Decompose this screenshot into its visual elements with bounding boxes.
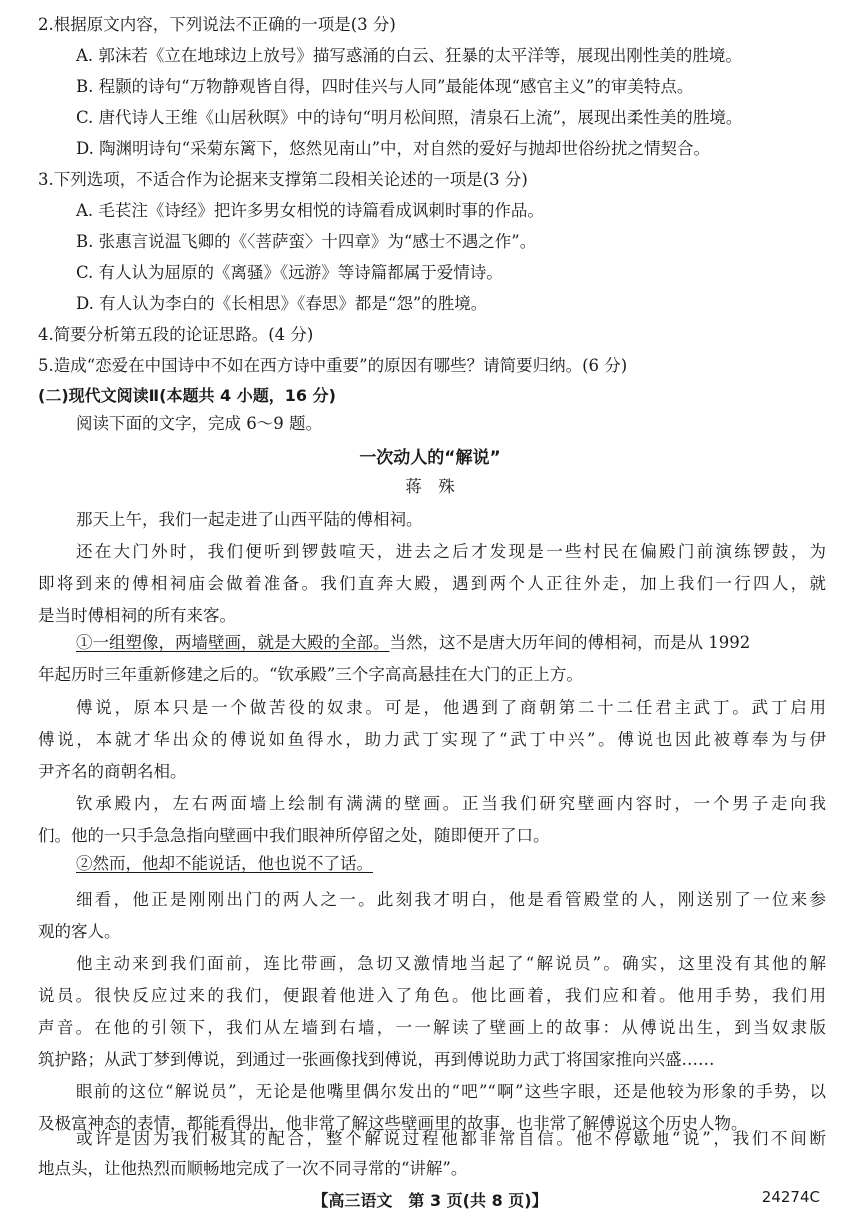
article-line: 还在大门外时，我们便听到锣鼓喧天，进去之后才发现是一些村民在偏殿门前演练锣鼓，为 [76,542,826,561]
underlined-sentence-1: ①一组塑像，两墙壁画，就是大殿的全部。 [76,633,390,652]
underlined-sentence-2: ②然而，他却不能说话，他也说不了话。 [76,854,373,873]
article-title: 一次动人的“解说” [359,448,501,468]
question-3-stem: 3.下列选项，不适合作为论据来支撑第二段相关论述的一项是(3 分) [38,170,528,189]
question-2-option-c: C. 唐代诗人王维《山居秋暝》中的诗句“明月松间照，清泉石上流”，展现出柔性美的胜境。 [76,108,743,127]
article-author: 蒋 殊 [405,477,455,496]
article-line: 说员。很快反应过来的我们，便跟着他进入了角色。他比画着，我们应和着。他用手势，我们用 [38,986,826,1005]
question-5: 5.造成“恋爱在中国诗中不如在西方诗中重要”的原因有哪些？请简要归纳。(6 分) [38,356,628,375]
question-2-option-b: B. 程颢的诗句“万物静观皆自得，四时佳兴与人同”最能体现“感官主义”的审美特点。 [76,77,694,96]
article-line-fragment: 当然，这不是唐大历年间的傅相祠，而是从 1992 [389,633,751,652]
article-line: 即将到来的傅相祠庙会做着准备。我们直奔大殿，遇到两个人正往外走，加上我们一行四人，就 [38,574,826,593]
article-line: 他主动来到我们面前，连比带画，急切又激情地当起了“解说员”。确实，这里没有其他的解 [76,954,826,973]
article-paragraph-3 [76,632,826,656]
footer-exam-code: 24274C [761,1188,820,1206]
article-line: 傅说，原本只是一个做苦役的奴隶。可是，他遇到了商朝第二十二任君主武丁。武丁启用 [76,698,826,717]
article-line: 们。他的一只手急急指向壁画中我们眼神所停留之处，随即便开了口。 [38,826,550,845]
article-line: 或许是因为我们极其的配合，整个解说过程他都非常自信。他不停歇地“说”，我们不间断 [76,1129,826,1148]
article-line: 眼前的这位“解说员”，无论是他嘴里偶尔发出的“吧”“啊”这些字眼，还是他较为形象的手势，以 [76,1082,826,1101]
article-line: 声音。在他的引领下，我们从左墙到右墙，一一解读了壁画上的故事：从傅说出生，到当奴隶版 [38,1018,826,1037]
question-3-option-a: A. 毛苌注《诗经》把许多男女相悦的诗篇看成讽刺时事的作品。 [76,201,544,220]
page-footer [0,1188,860,1212]
article-line: 年起历时三年重新修建之后的。“钦承殿”三个字高高悬挂在大门的正上方。 [38,665,583,684]
article-paragraph-6 [76,853,373,877]
article-line: 观的客人。 [38,922,121,941]
question-3-option-c: C. 有人认为屈原的《离骚》《远游》等诗篇都属于爱情诗。 [76,263,503,282]
question-2-option-d: D. 陶渊明诗句“采菊东篱下，悠然见南山”中，对自然的爱好与抛却世俗纷扰之情契合。 [76,139,711,158]
question-4: 4.简要分析第五段的论证思路。(4 分) [38,325,314,344]
question-3-option-d: D. 有人认为李白的《长相思》《春思》都是“怨”的胜境。 [76,294,488,313]
article-line: 傅说，本就才华出众的傅说如鱼得水，助力武丁实现了“武丁中兴”。傅说也因此被尊奉为与伊 [38,730,826,749]
article-line: 是当时傅相祠的所有来客。 [38,606,236,625]
article-line: 那天上午，我们一起走进了山西平陆的傅相祠。 [76,510,423,529]
article-line: 尹齐名的商朝名相。 [38,762,187,781]
article-line: 及极富神态的表情，都能看得出，他非常了解这些壁画里的故事，也非常了解傅说这个历史人物。 [38,1114,748,1133]
article-line: 钦承殿内，左右两面墙上绘制有满满的壁画。正当我们研究壁画内容时，一个男子走向我 [76,794,826,813]
question-2-stem: 2.根据原文内容，下列说法不正确的一项是(3 分) [38,15,396,34]
section-heading: (二)现代文阅读Ⅱ(本题共 4 小题，16 分) [38,386,336,405]
question-3-option-b: B. 张惠言说温飞卿的《〈菩萨蛮〉十四章》为“感士不遇之作”。 [76,232,537,251]
section-instruction: 阅读下面的文字，完成 6～9 题。 [76,414,322,433]
article-line: 细看，他正是刚刚出门的两人之一。此刻我才明白，他是看管殿堂的人，刚送别了一位来参 [76,890,826,909]
footer-page-label: 【高三语文 第 3 页(共 8 页)】 [312,1191,548,1210]
article-line: 地点头，让他热烈而顺畅地完成了一次不同寻常的“讲解”。 [38,1159,468,1178]
question-2-option-a: A. 郭沫若《立在地球边上放号》描写惑涌的白云、狂暴的太平洋等，展现出刚性美的胜境。 [76,46,742,65]
article-line: 筑护路；从武丁梦到傅说，到通过一张画像找到傅说，再到傅说助力武丁将国家推向兴盛…… [38,1050,715,1069]
